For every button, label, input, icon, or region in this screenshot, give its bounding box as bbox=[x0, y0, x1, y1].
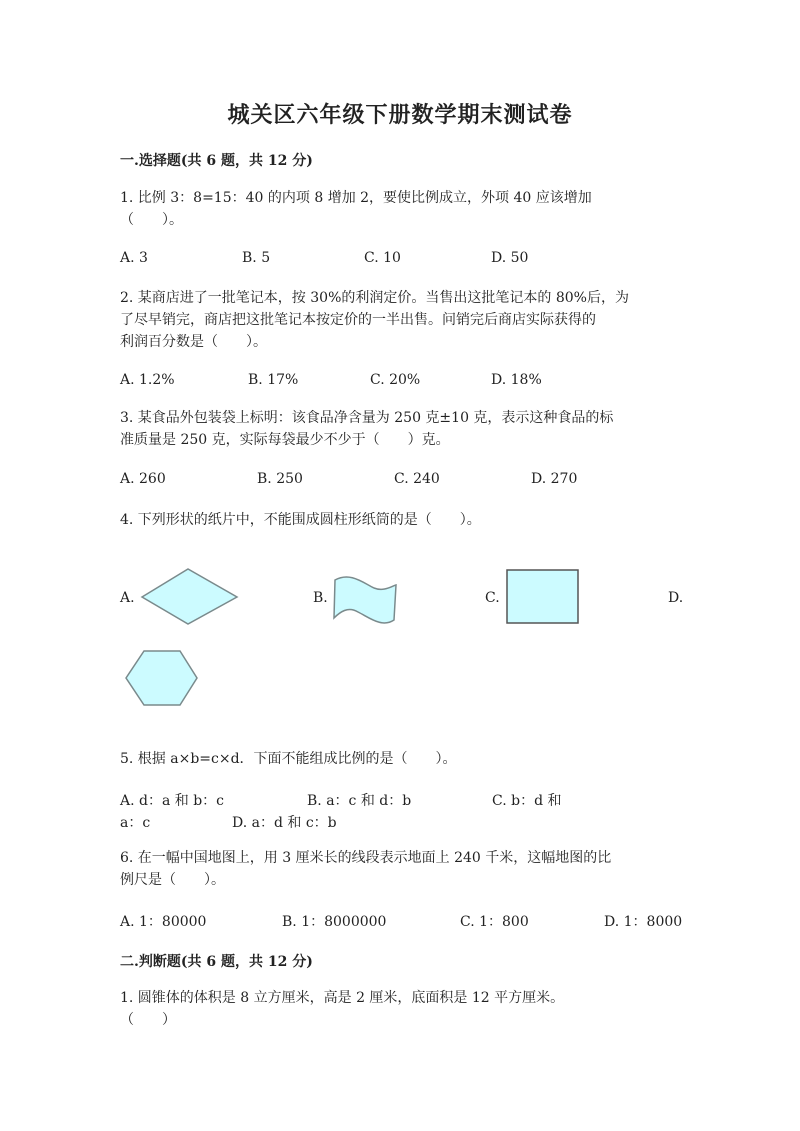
question-1-option-d: D. 50 bbox=[491, 250, 529, 266]
question-2-option-a: A. 1.2% bbox=[120, 372, 175, 388]
question-2-option-b: B. 17% bbox=[248, 372, 299, 388]
page-title: 城关区六年级下册数学期末测试卷 bbox=[227, 102, 573, 128]
question-2-option-c: C. 20% bbox=[370, 372, 421, 388]
question-6-option-b: B. 1：8000000 bbox=[282, 914, 387, 930]
question-3-option-c: C. 240 bbox=[394, 471, 440, 487]
question-6-line-1: 6. 在一幅中国地图上，用 3 厘米长的线段表示地面上 240 千米，这幅地图的比 bbox=[120, 850, 612, 866]
question-2-line-2: 了尽早销完，商店把这批笔记本按定价的一半出售。问销完后商店实际获得的 bbox=[120, 312, 596, 328]
question-2-line-3: 利润百分数是（ ）。 bbox=[120, 334, 267, 350]
question-3-option-a: A. 260 bbox=[120, 471, 166, 487]
judge-1-line-1: 1. 圆锥体的体积是 8 立方厘米，高是 2 厘米，底面积是 12 平方厘米。 bbox=[120, 990, 565, 1006]
question-5-option-a: A. d：a 和 b：c bbox=[120, 793, 225, 809]
section-heading-choice: 一.选择题(共 6 题，共 12 分) bbox=[120, 153, 313, 169]
question-1-option-a: A. 3 bbox=[120, 250, 148, 266]
question-5-line-1: 5. 根据 a×b=c×d．下面不能组成比例的是（ ）。 bbox=[120, 751, 457, 767]
question-3-option-d: D. 270 bbox=[531, 471, 578, 487]
rhombus-shape bbox=[142, 569, 237, 624]
question-5-option-b: B. a：c 和 d：b bbox=[307, 793, 412, 809]
question-5-option-d: D. a：d 和 c：b bbox=[232, 815, 337, 831]
question-4-option-b: B. bbox=[313, 590, 328, 606]
question-1-line-2: （ ）。 bbox=[120, 212, 183, 228]
question-6-line-2: 例尺是（ ）。 bbox=[120, 872, 225, 888]
question-5-option-c: C. b：d 和 bbox=[492, 793, 562, 809]
question-6-option-c: C. 1：800 bbox=[460, 914, 529, 930]
question-4-option-a: A. bbox=[120, 590, 135, 606]
question-3-line-2: 准质量是 250 克，实际每袋最少不少于（ ）克。 bbox=[120, 432, 450, 448]
question-4-line-1: 4. 下列形状的纸片中，不能围成圆柱形纸筒的是（ ）。 bbox=[120, 512, 481, 528]
question-3-line-1: 3. 某食品外包装袋上标明：该食品净含量为 250 克±10 克，表示这种食品的标 bbox=[120, 410, 614, 426]
question-4-option-c: C. bbox=[485, 590, 500, 606]
hexagon-shape bbox=[126, 651, 197, 705]
question-6-option-a: A. 1：80000 bbox=[120, 914, 207, 930]
question-2-line-1: 2. 某商店进了一批笔记本，按 30%的利润定价。当售出这批笔记本的 80%后，为 bbox=[120, 290, 629, 306]
question-1-line-1: 1. 比例 3：8=15：40 的内项 8 增加 2，要使比例成立，外项 40 应该增加 bbox=[120, 190, 592, 206]
question-2-option-d: D. 18% bbox=[491, 372, 542, 388]
section-heading-judge: 二.判断题(共 6 题，共 12 分) bbox=[120, 954, 313, 970]
question-5-option-c-cont: a：c bbox=[120, 815, 151, 831]
rectangle-shape bbox=[507, 570, 578, 623]
question-3-option-b: B. 250 bbox=[257, 471, 303, 487]
judge-1-line-2: （ ） bbox=[120, 1012, 176, 1028]
question-6-option-d: D. 1：8000 bbox=[604, 914, 683, 930]
wavy-flag-shape bbox=[334, 577, 396, 623]
question-1-option-c: C. 10 bbox=[364, 250, 401, 266]
question-1-option-b: B. 5 bbox=[242, 250, 271, 266]
question-4-option-d: D. bbox=[668, 590, 684, 606]
